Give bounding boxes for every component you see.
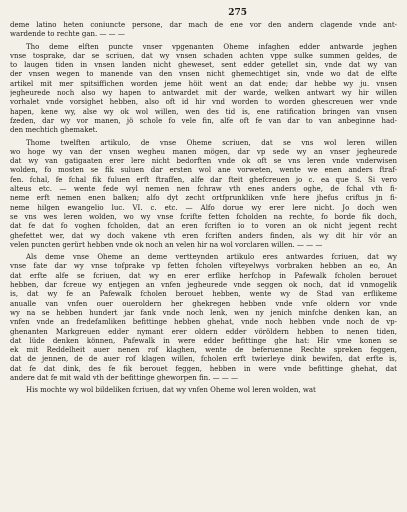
text-line: dat fe dat fo voghen fcholden, dat an eren fcriften io to voren an ok nicht jegent recht (10, 222, 397, 231)
text-line: fen. fchal, fe fchal fik fuluen erft ftraffen, alfe dar fteit ghefcreuen jo c. ea que S. Si vero (10, 175, 397, 184)
text-line: dat de jennen, de de auer rof klagen willen, fcholen erft twierleye dink bewifen, dat erfte is, (10, 355, 397, 364)
text-line: den mechtich ghemaket. (10, 126, 98, 135)
text-line: artikel mit mer spitsiffichen worden jeme höit went an dat ende; dar hebbe wy ju. vnsen (10, 79, 397, 88)
text-line: wardende to rechte gan. — — — (10, 30, 125, 39)
text-line: to laugen tiden in vnsen landen nicht gheweset, sent edder getellet sin, vnde dat wy van (10, 61, 397, 70)
text-line: hapen, kene wy, alse wy ok wol willen, wen des tid is, ene ratification bringen van vnsen (10, 107, 397, 116)
text-line: dat wy van gatigaaten erer lere nicht bedorften vnde ok oft se vns leren vnde vnderwisen (10, 157, 397, 166)
body-text (10, 21, 397, 396)
text-line: andere dat fe mit wald vth der befittinge gheworpen fin. — — — (10, 373, 239, 382)
text-line: Thome twelften artikulo, de vnse Oheme scriuen, dat se vns wol leren willen (26, 138, 397, 147)
text-line: deme latino heten coniuncte persone, dar mach de ene vor den andern clagende vnde ant- (10, 21, 397, 29)
text-line: se vns wes leren wolden, wo wy vnse fcrifte fetten fcholden na rechte, fo borde fik doch, (10, 212, 397, 221)
text-line: wolden, fo mosten se fik suluen dar ersten wol ane vorweten, wente we enen anders ftraf- (10, 166, 397, 175)
text-line: dat lüde denken können, Pafewalk in were edder befittinge ghe hat: Hir vme konen se (10, 336, 397, 345)
text-line: vnse fate dar wy vnse tofprake vp fetten fcholen vifteyelwys vorbraken hebben an eo, An (10, 262, 397, 271)
text-line: dat fe dat dink, des fe fik berouet feggen, hebben in were vnde befittinge ghehat, dat (10, 364, 397, 373)
text-line: dat erfte alfe se fcriuen, dat wy en erer erflike herfchop in Pafewalk fcholen berouet (10, 271, 397, 280)
text-line: vorhalet vnde vorsighet hebben, also oft id hir vnd worden to worden ghescreuen wer vnde (10, 98, 397, 107)
text-line: His mochte wy wol bildeliken fcriuen, dat wy vnfen Oheme wol leren wolden, wat (26, 386, 316, 395)
text-line: jegheurede noch also wy hapen to antwardet mit der warde, welken antwart wy hir willen (10, 89, 397, 98)
text-line: ghefettet wer, dat wy doch vakene vth eren fcriften anders finden, als wy dit hir vör an (10, 231, 397, 240)
text-line: vnse tosprake, dar se scriuen, dat wy vnsen schaden achten vppe sulke summen geldes, de (10, 51, 397, 60)
text-line: ek mit Reddelheit auer nenen rof klaghen, wente de beferuenne Rechte spreken feggen, (10, 346, 397, 355)
text-line: fzeden, dar wy vor manen, jö schole fo vele fin, alfe oft fe van dar to van anbeginne had- (10, 116, 397, 125)
text-line: Tho deme elften puncte vnser vpgenanten Oheme infaghen edder antwarde jeghen (26, 42, 397, 51)
text-line: vnfen vnde an fredefamliken befittinge hebben ghehat, vnde noch hebben vnde noch de vp- (10, 318, 397, 327)
text-line: is, dat wy fe an Pafewalk fcholen berouet hebben, wente wy de Stad van erflikeme (10, 290, 397, 299)
text-line: ghenanten Markgreuen edder nymant erer oldern edder vöröldern hebben to nenen tiden, (10, 327, 397, 336)
text-line: hebben, dar fcreue wy entjegen an vnfen jegheurede vnde seggen ok noch, dat id vnmogelik (10, 281, 397, 290)
text-line: alteus etc. — wente fede wyl nemen nen fchraw vth enes anders oghe, de fchal vth fi- (10, 185, 397, 194)
text-line: wo hoge wy van der vnsen wegheu manen mögen, dar vp sede wy an vnser jegheurede (10, 147, 397, 156)
text-line: neme erft nemen enen balken; alfo dyt zecht ortfprunkliken vnfe here jhefus criftus jn fi- (10, 194, 397, 203)
text-line: anualle van vnfen ouer oueroldern her ghekregen hebben vnde vnfe oldern vor vnde (10, 299, 397, 308)
text-line: wy na se hebben hundert jar fank vnde noch lenk, wen ny jenich minfche denken kan, an (10, 308, 397, 317)
text-line: neme hilgen ewangelio luc. VI. c. etc. — Alfo dorue wy erer lere nicht. Jo doch wen (10, 203, 397, 212)
text-line: der vnsen wegen to manende van den vnsen nicht ghemechtiget sin, vnde wo dat de elfte (10, 70, 397, 79)
text-line: velen puncten gerürt hebben vnde ok noch an velen hir na wol vorclaren willen. — — — (10, 240, 323, 249)
text-line: Als deme vnse Oheme an deme vertteynden artikulo eres antwardes fcriuen, dat wy (26, 253, 397, 262)
page-number: 275 (228, 8, 247, 18)
